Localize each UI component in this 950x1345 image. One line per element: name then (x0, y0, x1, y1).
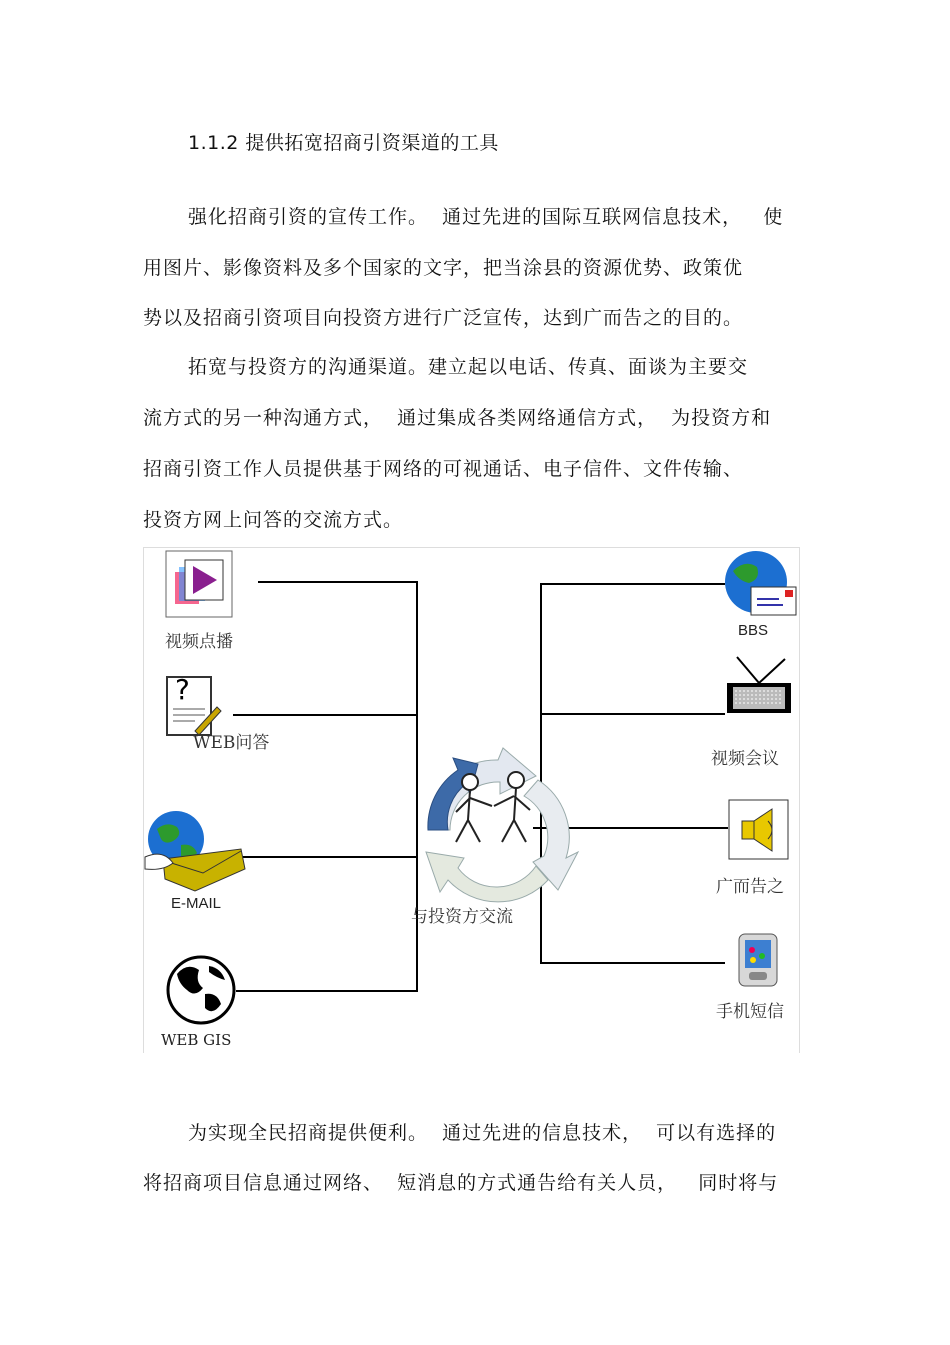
left-item-label-2: WEB问答 (193, 733, 270, 753)
right-item-label-4: 手机短信 (716, 1002, 784, 1022)
communication-diagram (143, 547, 800, 1053)
pda-phone-icon (735, 932, 781, 988)
speaker-icon (728, 799, 790, 861)
right-item-label-1: BBS (738, 622, 769, 639)
globe-mail-icon (723, 549, 798, 619)
connector-webqa (233, 714, 418, 716)
right-item-label-2: 视频会议 (711, 749, 779, 769)
section-heading: 1.1.2 提供拓宽招商引资渠道的工具 (188, 132, 499, 154)
left-item-label-3: E-MAIL (171, 895, 222, 912)
left-item-label-1: 视频点播 (165, 632, 233, 652)
svg-text:?: ? (175, 673, 190, 706)
connector-vod (258, 581, 418, 583)
right-item-label-3: 广而告之 (716, 877, 784, 897)
video-on-demand-icon (165, 550, 235, 618)
para3-line-2: 将招商项目信息通过网络、 短消息的方式通告给有关人员， 同时将与 (143, 1172, 779, 1194)
connector-sms (540, 962, 725, 964)
para2-line-2: 流方式的另一种沟通方式， 通过集成各类网络通信方式， 为投资方和 (143, 407, 772, 429)
para3-line-1: 为实现全民招商提供便利。 通过先进的信息技术， 可以有选择的 (188, 1122, 777, 1144)
left-item-label-4: WEB GIS (161, 1031, 232, 1049)
connector-bbs (540, 583, 725, 585)
connector-email (243, 856, 418, 858)
exchange-cycle-icon (408, 740, 583, 910)
para1-line-1: 强化招商引资的宣传工作。 通过先进的国际互联网信息技术， 使 (188, 206, 784, 228)
connector-videoconf (540, 713, 725, 715)
para2-line-1: 拓宽与投资方的沟通渠道。建立起以电话、传真、面谈为主要交 (188, 356, 749, 378)
para1-line-2: 用图片、影像资料及多个国家的文字，把当涂县的资源优势、政策优 (143, 257, 744, 279)
tv-antenna-icon (723, 655, 795, 717)
figure-border-right (799, 547, 800, 1053)
globe-envelope-icon (143, 809, 248, 897)
para2-line-3: 招商引资工作人员提供基于网络的可视通话、电子信件、文件传输、 (143, 458, 744, 480)
connector-webgis (236, 990, 418, 992)
para2-line-4: 投资方网上问答的交流方式。 (143, 509, 404, 531)
figure-border-top (143, 547, 800, 548)
figure-border-left (143, 547, 144, 1053)
center-label: 与投资方交流 (411, 907, 513, 927)
para1-line-3: 势以及招商引资项目向投资方进行广泛宣传，达到广而告之的目的。 (143, 307, 744, 329)
globe-map-icon (165, 954, 237, 1026)
